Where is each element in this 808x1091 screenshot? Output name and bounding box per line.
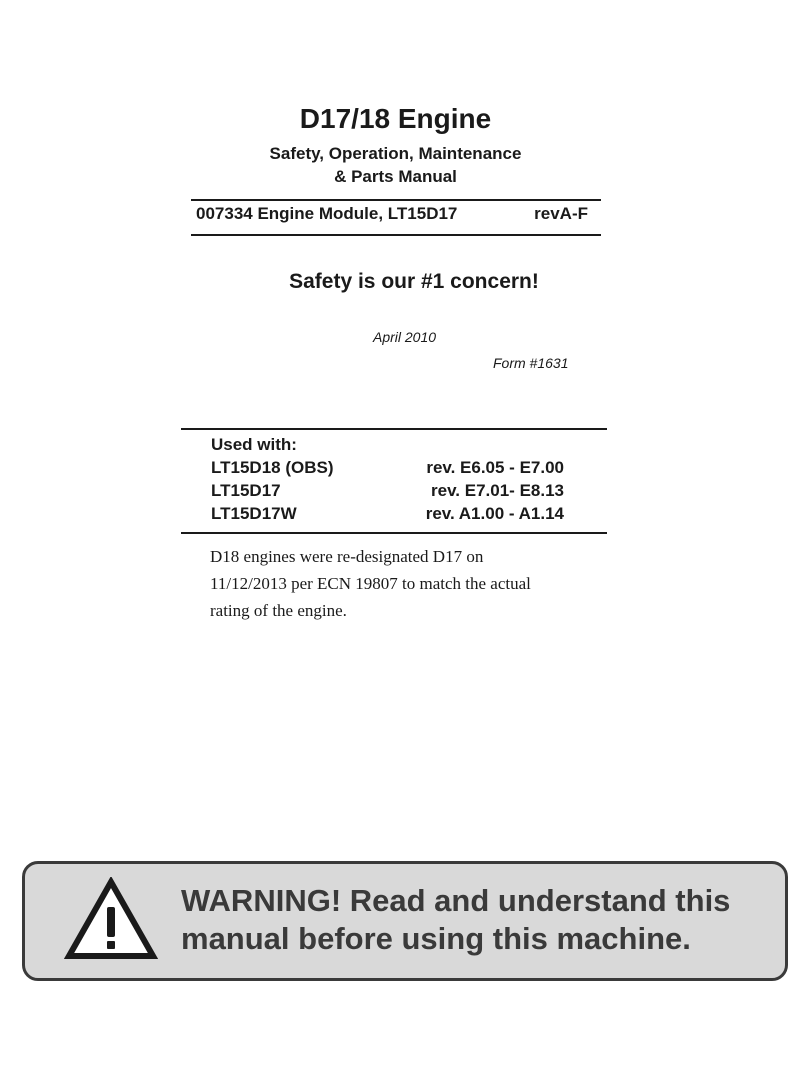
used-with-revision: rev. E6.05 - E7.00 — [426, 458, 564, 477]
note-line-1: D18 engines were re-designated D17 on — [210, 547, 484, 566]
module-revision: revA-F — [534, 204, 588, 223]
used-with-model: LT15D17W — [211, 504, 297, 523]
used-with-header: Used with: — [211, 435, 297, 454]
warning-banner — [22, 861, 788, 981]
module-name: 007334 Engine Module, LT15D17 — [196, 204, 458, 223]
module-top-rule — [191, 199, 601, 201]
module-bottom-rule — [191, 234, 601, 236]
used-with-revision: rev. A1.00 - A1.14 — [425, 504, 564, 523]
warning-line-2: manual before using this machine. — [181, 921, 691, 956]
used-with-model: LT15D18 (OBS) — [211, 458, 334, 477]
used-with-top-rule — [181, 428, 607, 430]
redesignation-note — [210, 543, 595, 624]
document-subtitle — [190, 142, 601, 188]
subtitle-line-1: Safety, Operation, Maintenance — [269, 144, 522, 163]
safety-motto: Safety is our #1 concern! — [289, 270, 539, 293]
note-line-3: rating of the engine. — [210, 601, 347, 620]
module-info — [196, 203, 588, 225]
note-line-2: 11/12/2013 per ECN 19807 to match the actual — [210, 574, 531, 593]
warning-triangle-icon — [64, 877, 158, 961]
warning-line-1: WARNING! Read and understand this — [181, 883, 731, 918]
used-with-model: LT15D17 — [211, 481, 281, 500]
form-number: Form #1631 — [493, 355, 569, 371]
subtitle-line-2: & Parts Manual — [334, 167, 457, 186]
used-with-revision: rev. E7.01- E8.13 — [431, 481, 564, 500]
publication-date: April 2010 — [373, 329, 437, 345]
document-title: D17/18 Engine — [299, 103, 492, 134]
warning-message — [181, 882, 730, 958]
used-with-bottom-rule — [181, 532, 607, 534]
